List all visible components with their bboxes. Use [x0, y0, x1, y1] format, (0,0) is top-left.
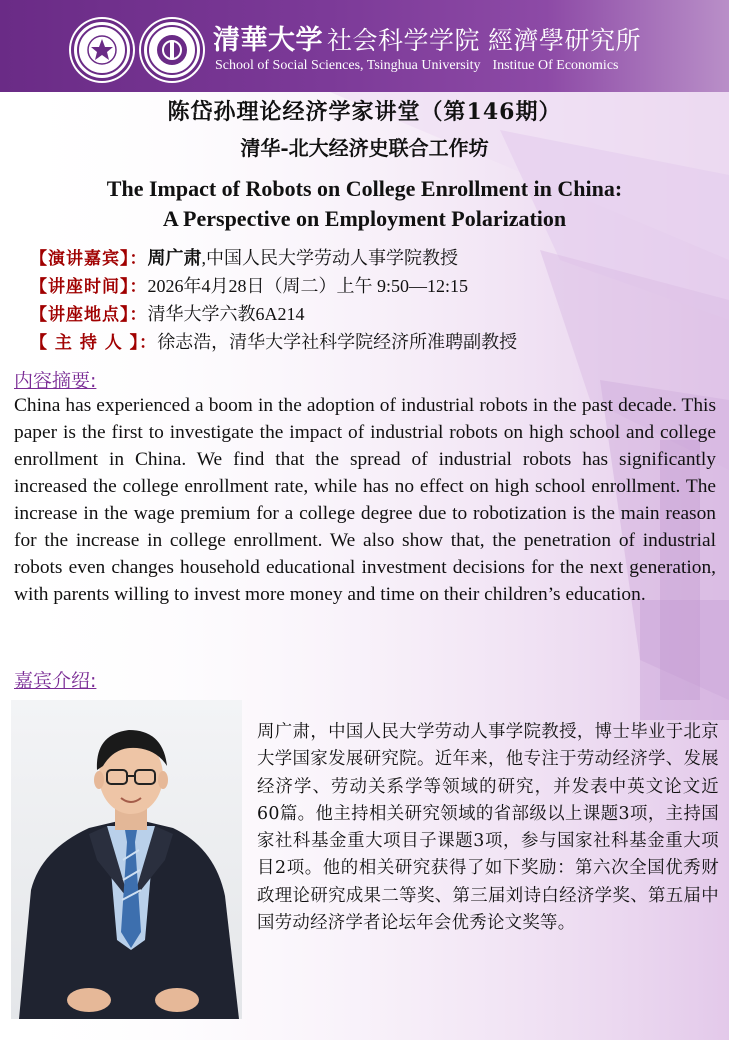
- speaker-photo: [11, 700, 242, 1019]
- time-label: 【讲座时间】：: [30, 277, 148, 297]
- host-value: 徐志浩，清华大学社科学院经济所准聘副教授: [157, 332, 518, 352]
- abstract-heading: 内容摘要:: [14, 370, 97, 392]
- tsinghua-calligraphy: 清華大学: [213, 25, 323, 56]
- host-label: 【 主 持 人 】：: [30, 333, 158, 353]
- time-row: [30, 272, 517, 300]
- time-value: 2026年4月28日（周二）上午 9:50—12:15: [147, 276, 469, 296]
- bio-text: 周广肃，中国人民大学劳动人事学院教授，博士毕业于北京大学国家发展研究院。近年来，他专注于劳动经济学、发展经济学、劳动关系学等领域的研究，并发表中英文论文近60篇。他主持相关研究领域的省部级以上课题3项，主持国家社科基金重大项目子课题3项，参与国家社科基金重大项目2项。他的相关研究获得了如下奖励：第六次全国优秀财政理论研究成果二等奖、第三届刘诗白经济学奖、第五届中国劳动经济学者论坛年会优秀论文奖等。: [257, 722, 719, 934]
- english-title-line2: A Perspective on Employment Polarization: [162, 206, 567, 231]
- speaker-name: 周广肃: [147, 248, 202, 268]
- bio-heading: 嘉宾介绍:: [14, 670, 97, 692]
- location-label: 【讲座地点】：: [30, 305, 148, 325]
- speaker-affiliation: ,中国人民大学劳动人事学院教授: [201, 248, 458, 268]
- institute-name: 經濟學研究所: [488, 26, 642, 55]
- school-name-en: School of Social Sciences, Tsinghua University: [215, 58, 481, 73]
- english-title-line1: The Impact of Robots on College Enrollment in China:: [106, 176, 623, 201]
- school-name: 社会科学学院: [327, 26, 481, 55]
- speaker-row: [30, 244, 517, 272]
- lecture-info: [30, 244, 517, 356]
- location-row: [30, 300, 517, 328]
- institute-name-en: Institue Of Economics: [492, 58, 619, 73]
- location-value: 清华大学六教6A214: [147, 304, 305, 324]
- abstract-text: China has experienced a boom in the adoption of industrial robots in the past decade. This paper is the first to investigate the impact of industrial robots on high school and college enrollment in China. We find that the spread of industrial robots has significantly increased the college enrollment rate, while has no effect on high school enrollment. The increase in the wage premium for a college degree due to robotization is the main reason for the increase in college enrollment. We also show that, the penetration of industrial robots even changes household educational investment decisions for the next generation, with parents willing to invest more money and time on their children’s education.: [14, 395, 716, 605]
- series-title: 陈岱孙理论经济学家讲堂（第146期）: [167, 99, 562, 125]
- speaker-label: 【演讲嘉宾】：: [30, 249, 148, 269]
- host-row: [30, 328, 517, 356]
- workshop-subtitle: 清华-北大经济史联合工作坊: [240, 136, 489, 160]
- english-title: [0, 174, 729, 234]
